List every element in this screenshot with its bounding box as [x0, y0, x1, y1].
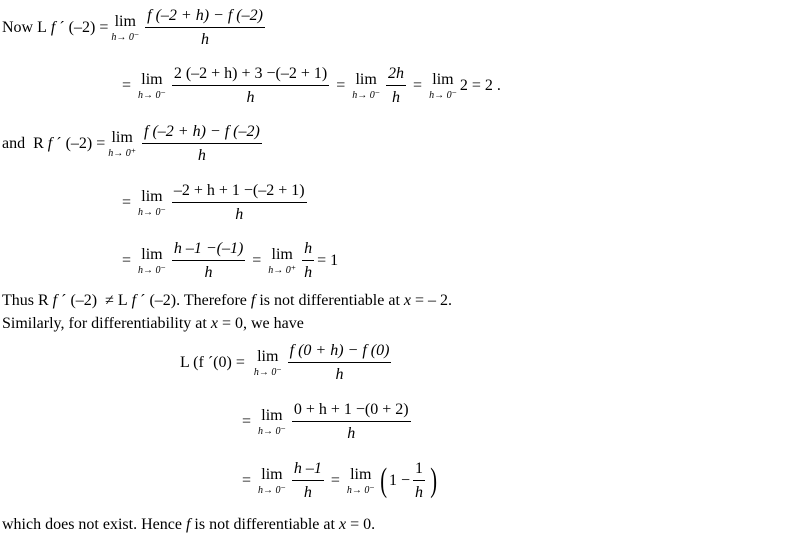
eq1-f: f	[50, 19, 56, 36]
eq-left-derivative-at-zero-step	[238, 402, 414, 442]
eq2-equals-2: =	[336, 77, 346, 94]
eq2-limit	[138, 72, 166, 101]
eq6-lim-word: lim	[257, 347, 279, 365]
eq1-numerator: f (–2 + h) − f (–2)	[145, 8, 265, 28]
eq3-lim-sub: h→ 0⁺	[108, 147, 137, 159]
eq4-fraction	[172, 183, 307, 223]
eq8-fraction	[292, 461, 324, 501]
eq3-fraction	[142, 124, 262, 164]
eq1-prefix: Now L	[2, 19, 47, 36]
eq2-lim2-sub: h→ 0⁻	[352, 89, 381, 101]
eq7-equals: =	[242, 413, 252, 430]
eq5-tail: = 1	[317, 252, 339, 269]
eq-left-derivative-step	[118, 66, 501, 106]
eq2-limit-3	[429, 72, 457, 101]
eq8-lim2-word: lim	[350, 465, 372, 483]
eq3-denominator: h	[197, 147, 206, 164]
eq8-numerator: h –1	[292, 461, 324, 481]
text-similarly	[2, 315, 304, 333]
eq7-fraction	[292, 402, 411, 442]
eq6-numerator: f (0 + h) − f (0)	[288, 343, 392, 363]
eq8-lim2-sub: h→ 0⁻	[346, 484, 375, 496]
eq5-fraction-2	[302, 241, 314, 281]
eq8-equals: =	[242, 472, 252, 489]
t3-x: x	[338, 516, 347, 533]
eq1-lim-word: lim	[114, 12, 136, 30]
eq2-lim3-sub: h→ 0⁻	[429, 89, 457, 101]
eq2-equals: =	[122, 77, 132, 94]
t1-e: = – 2.	[415, 292, 453, 309]
eq8-limit	[258, 467, 286, 496]
eq2-lim-sub: h→ 0⁻	[138, 89, 166, 101]
eq6-limit	[254, 349, 282, 378]
eq4-denominator: h	[235, 206, 244, 223]
eq5-lim2-word: lim	[271, 245, 293, 263]
t2-a: Similarly, for differentiability at	[2, 315, 207, 332]
eq6-fraction	[288, 343, 392, 383]
t1-f2: f	[131, 292, 137, 309]
eq2-lim-word: lim	[141, 70, 163, 88]
eq2-tail: 2 = 2 .	[459, 77, 501, 94]
eq5-limit-2	[268, 247, 296, 276]
eq2-denominator-2: h	[392, 89, 401, 106]
eq2-numerator-2: 2h	[386, 66, 406, 86]
eq5-fraction	[172, 241, 245, 281]
eq2-fraction	[172, 66, 329, 106]
eq5-limit	[138, 247, 166, 276]
eq8-equals-2: =	[330, 472, 340, 489]
t3-a: which does not exist. Hence	[2, 516, 186, 533]
eq3-lim-word: lim	[111, 128, 133, 146]
t1-f1: f	[52, 292, 58, 309]
eq8-numerator-2: 1	[413, 461, 425, 481]
eq3-limit	[108, 130, 136, 159]
t3-f: f	[185, 516, 191, 533]
t1-f3: f	[250, 292, 256, 309]
eq5-lim-sub: h→ 0⁻	[138, 264, 166, 276]
eq8-right-paren: )	[430, 462, 438, 499]
eq7-lim-sub: h→ 0⁻	[258, 425, 286, 437]
eq-left-derivative-at-zero-result	[238, 461, 439, 501]
eq5-equals-2: =	[252, 252, 262, 269]
eq5-lim2-sub: h→ 0⁺	[268, 264, 297, 276]
t1-b: ´ (–2) ≠ L	[57, 292, 128, 309]
eq5-numerator: h –1 −(–1)	[172, 241, 245, 261]
t1-x: x	[403, 292, 411, 309]
eq8-fraction-2	[413, 461, 425, 501]
eq2-equals-3: =	[413, 77, 423, 94]
eq1-denominator: h	[201, 31, 210, 48]
eq2-lim2-word: lim	[355, 70, 377, 88]
eq-right-derivative	[2, 124, 265, 164]
eq-left-derivative	[2, 8, 268, 48]
eq1-lim-sub: h→ 0⁻	[111, 31, 140, 43]
eq4-limit	[138, 189, 166, 218]
eq-right-derivative-result	[118, 241, 338, 281]
t1-a: Thus R	[2, 292, 49, 309]
eq6-lim-sub: h→ 0⁻	[253, 366, 282, 378]
eq8-left-paren: (	[379, 462, 387, 499]
eq5-denominator-2: h	[304, 264, 313, 281]
eq6-label: L (f ´(0) =	[180, 354, 245, 371]
eq5-lim-word: lim	[141, 245, 163, 263]
eq8-denominator: h	[303, 484, 312, 501]
eq4-lim-word: lim	[141, 187, 163, 205]
eq1-fraction	[145, 8, 265, 48]
eq5-denominator: h	[204, 264, 213, 281]
eq2-lim3-word: lim	[432, 70, 454, 88]
eq3-prefix: and R	[2, 135, 44, 152]
eq5-equals: =	[122, 252, 132, 269]
eq2-limit-2	[352, 72, 380, 101]
eq2-fraction-2	[386, 66, 406, 106]
eq5-numerator-2: h	[302, 241, 314, 261]
eq8-lim-sub: h→ 0⁻	[258, 484, 286, 496]
t3-c: = 0.	[350, 516, 376, 533]
t2-b: = 0, we have	[221, 315, 304, 332]
eq7-limit	[258, 408, 286, 437]
eq-right-derivative-step	[118, 183, 310, 223]
eq4-lim-sub: h→ 0⁻	[138, 206, 166, 218]
eq4-numerator: –2 + h + 1 −(–2 + 1)	[172, 183, 307, 203]
text-conclusion-1	[2, 292, 452, 310]
eq8-one-minus: 1 −	[388, 472, 410, 489]
eq6-denominator: h	[335, 366, 344, 383]
t1-d: is not differentiable at	[259, 292, 400, 309]
eq7-denominator: h	[347, 425, 356, 442]
eq-left-derivative-at-zero	[180, 343, 394, 383]
eq3-f: f	[47, 135, 53, 152]
t3-b: is not differentiable at	[194, 516, 335, 533]
eq1-prime-arg: ´ (–2) =	[55, 19, 109, 36]
eq2-numerator: 2 (–2 + h) + 3 −(–2 + 1)	[172, 66, 329, 86]
eq8-limit-2	[347, 467, 375, 496]
eq8-denominator-2: h	[414, 484, 423, 501]
eq8-lim-word: lim	[261, 465, 283, 483]
t1-c: ´ (–2). Therefore	[136, 292, 247, 309]
eq3-numerator: f (–2 + h) − f (–2)	[142, 124, 262, 144]
eq4-equals: =	[122, 194, 132, 211]
eq7-numerator: 0 + h + 1 −(0 + 2)	[292, 402, 411, 422]
eq7-lim-word: lim	[261, 406, 283, 424]
text-conclusion-2	[2, 516, 375, 534]
eq3-prime-arg: ´ (–2) =	[52, 135, 106, 152]
t2-x: x	[210, 315, 218, 332]
eq2-denominator: h	[246, 89, 255, 106]
eq1-limit	[111, 14, 139, 43]
